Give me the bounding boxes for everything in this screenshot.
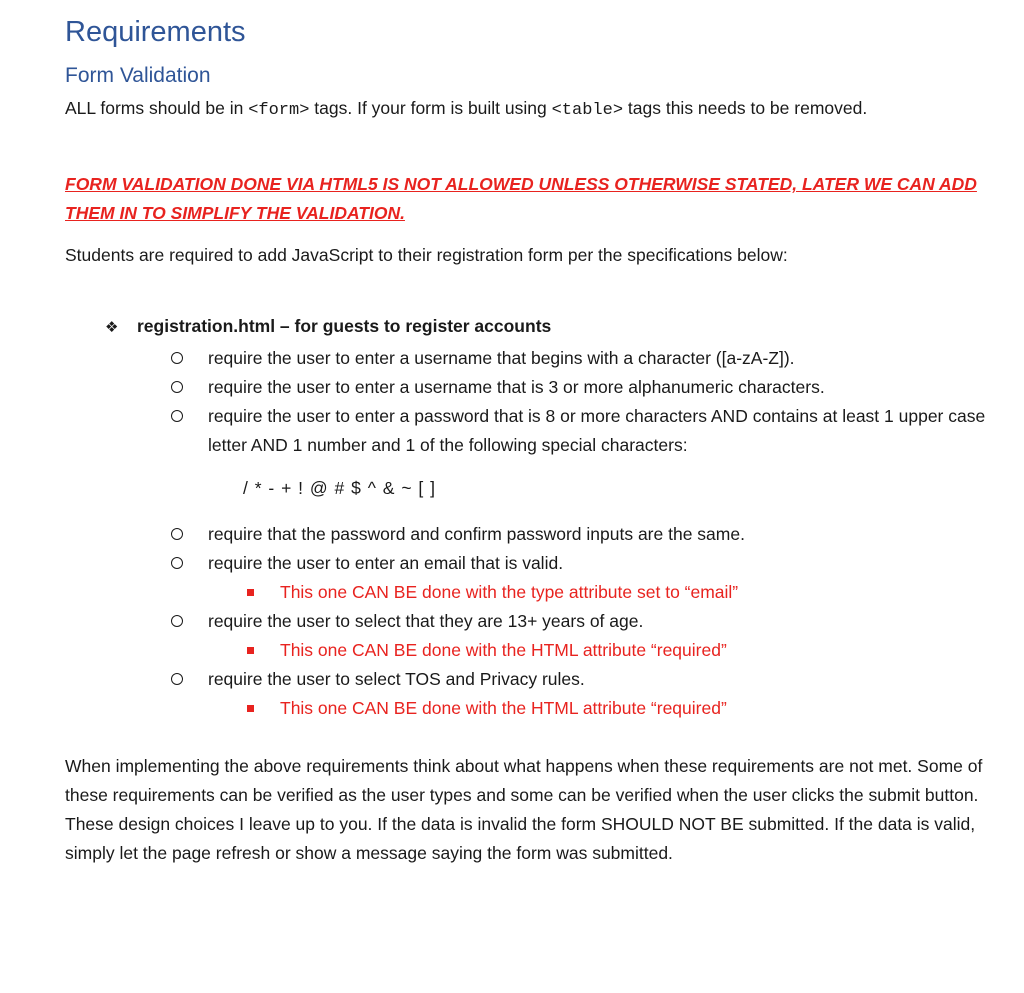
intro-text-3: tags this needs to be removed. <box>623 98 868 118</box>
requirement-age: require the user to select that they are 13+ years of age. <box>208 611 644 631</box>
note-age-required: This one CAN BE done with the HTML attribute “required” <box>280 640 727 660</box>
intro-paragraph <box>65 94 935 125</box>
page-title: Requirements <box>65 16 246 48</box>
form-tag-code: <form> <box>248 101 310 120</box>
circle-bullet-icon <box>171 410 183 422</box>
special-characters: / * - + ! @ # $ ^ & ~ [ ] <box>243 478 436 498</box>
requirement-tos: require the user to select TOS and Privacy rules. <box>208 669 585 689</box>
note-tos-required: This one CAN BE done with the HTML attribute “required” <box>280 698 727 718</box>
circle-bullet-icon <box>171 673 183 685</box>
intro-text-2: tags. If your form is built using <box>309 98 552 118</box>
circle-bullet-icon <box>171 615 183 627</box>
closing-paragraph: When implementing the above requirements think about what happens when these requirements are not met. Some of these requirements can be verified as the user types and some can be verified when the user clicks the submit button. These design choices I leave up to you. If the data is invalid the form SHOULD NOT BE submitted. If the data is valid, simply let the page refresh or show a message saying the form was submitted. <box>65 756 983 863</box>
circle-bullet-icon <box>171 352 183 364</box>
note-email-type: This one CAN BE done with the type attribute set to “email” <box>280 582 739 602</box>
square-bullet-icon <box>247 589 254 596</box>
requirement-username-length: require the user to enter a username that is 3 or more alphanumeric characters. <box>208 377 825 397</box>
diamond-bullet-icon: ❖ <box>105 319 119 336</box>
intro-text-1: ALL forms should be in <box>65 98 249 118</box>
square-bullet-icon <box>247 647 254 654</box>
table-tag-code: <table> <box>551 101 624 120</box>
section-title: Form Validation <box>65 64 211 87</box>
main-bullet <box>105 316 551 337</box>
circle-bullet-icon <box>171 557 183 569</box>
main-bullet-text: registration.html – for guests to register accounts <box>137 316 552 336</box>
html5-warning: FORM VALIDATION DONE VIA HTML5 IS NOT ALLOWED UNLESS OTHERWISE STATED, LATER WE CAN ADD THEM IN TO SIMPLIFY THE VALIDATION. <box>65 174 977 223</box>
students-instruction: Students are required to add JavaScript to their registration form per the specifications below: <box>65 245 788 265</box>
requirement-password: require the user to enter a password that is 8 or more characters AND contains at least 1 upper case letter AND 1 number and 1 of the following special characters: <box>208 406 986 455</box>
circle-bullet-icon <box>171 381 183 393</box>
circle-bullet-icon <box>171 528 183 540</box>
requirement-password-match: require that the password and confirm password inputs are the same. <box>208 524 745 544</box>
requirement-username-start: require the user to enter a username that begins with a character ([a-zA-Z]). <box>208 348 795 368</box>
requirement-email: require the user to enter an email that is valid. <box>208 553 564 573</box>
square-bullet-icon <box>247 705 254 712</box>
